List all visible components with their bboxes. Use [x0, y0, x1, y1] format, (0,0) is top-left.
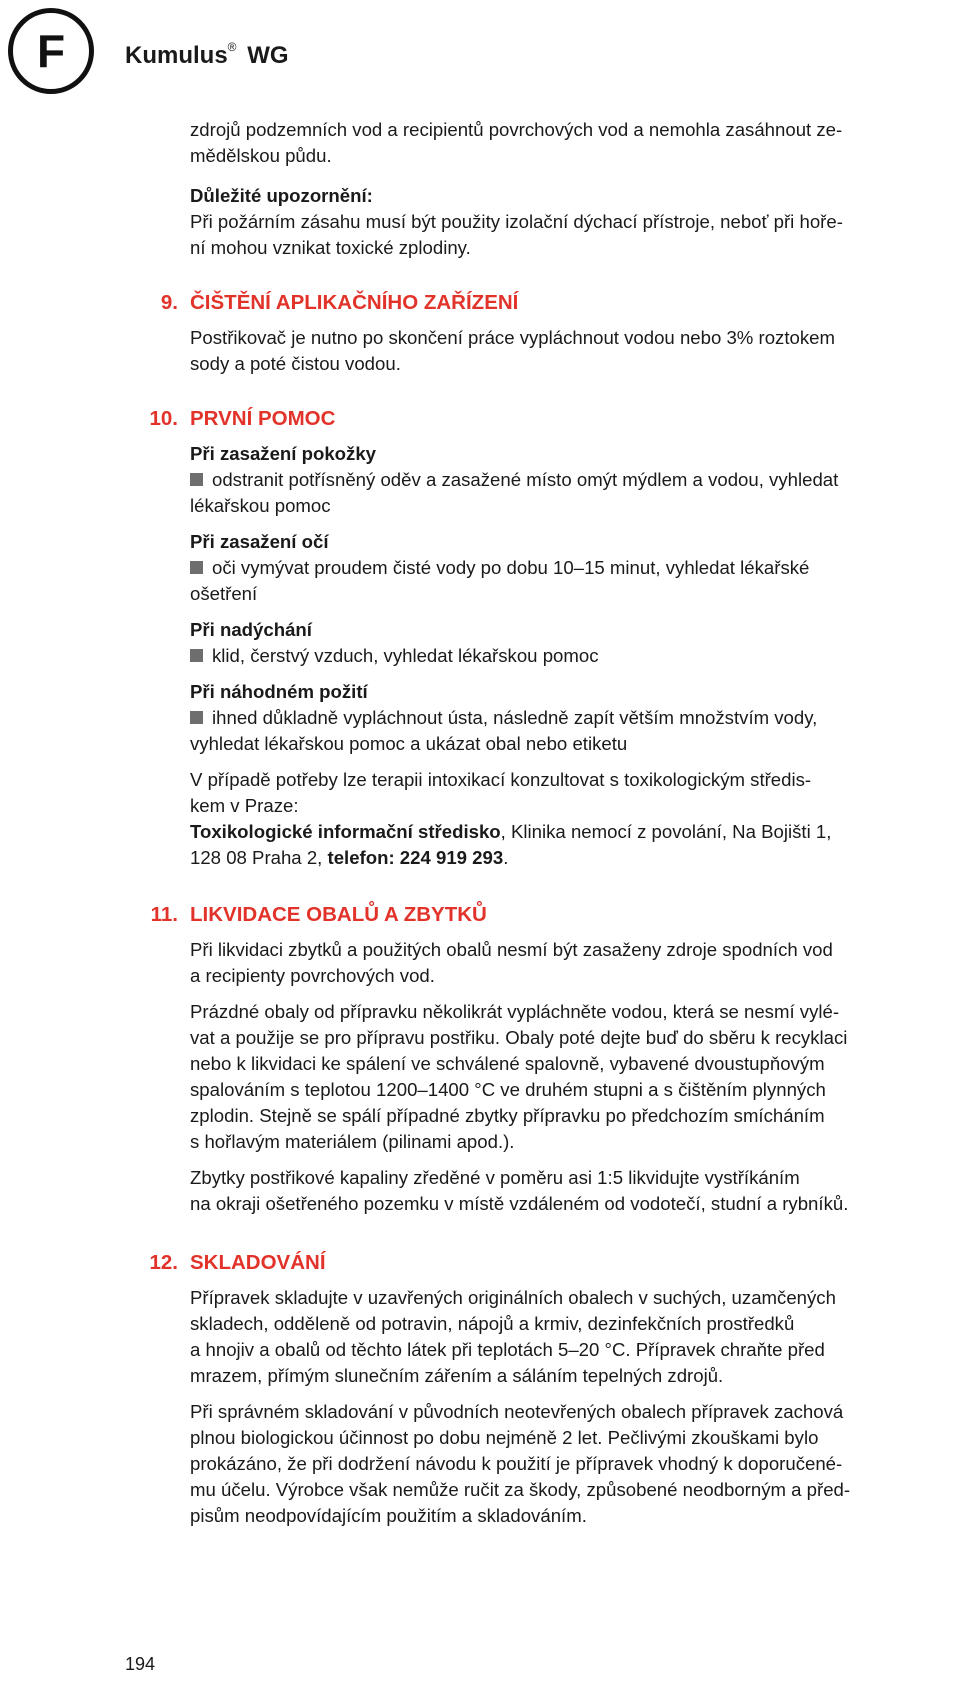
eye-contact-instruction: oči vymývat proudem čisté vody po dobu 10–15 minut, vyhledat lékařské ošetření	[190, 557, 810, 604]
skin-contact-instruction: odstranit potřísněný oděv a zasažené místo omýt mýdlem a vodou, vyhledat lékařskou pomoc	[190, 469, 839, 516]
bullet-square-icon	[190, 711, 203, 724]
important-label: Důležité upozornění:	[190, 185, 373, 206]
section-12-number: 12.	[149, 1251, 178, 1274]
section-12-paragraph-2: Při správném skladování v původních neotevřených obalech přípravek zachová plnou biologickou účinnost po dobu nejméně 2 let. Pečlivými zkouškami bylo prokázáno, že při dodržení návodu k použití je přípravek vhodný k doporučené- mu účelu. Výrobce však nemůže ručit za škody, způsobené neodborným a před- pisům neodpovídajícím použitím a skladováním.	[190, 1401, 851, 1526]
section-11-number: 11.	[150, 903, 178, 926]
bullet-square-icon	[190, 561, 203, 574]
registered-mark: ®	[227, 40, 237, 54]
toxicology-center-name: Toxikologické informační středisko	[190, 821, 501, 842]
section-9-text: Postřikovač je nutno po skončení práce vypláchnout vodou nebo 3% roztokem sody a poté čistou vodou.	[190, 327, 835, 374]
section-12-heading: 12. SKLADOVÁNÍ	[190, 1249, 960, 1277]
skin-contact-label: Při zasažení pokožky	[190, 443, 377, 464]
section-12-paragraph-1: Přípravek skladujte v uzavřených originálních obalech v suchých, uzamčených skladech, odděleně od potravin, nápojů a krmiv, dezinfekčních prostředků a hnojiv a obalů od těchto látek při teplotách 5–20 °C. Přípravek chraňte před mrazem, přímým slunečním zářením a sáláním tepelných zdrojů.	[190, 1287, 836, 1386]
inhalation-instruction: klid, čerstvý vzduch, vyhledat lékařskou pomoc	[190, 643, 960, 669]
section-9-heading: 9. ČIŠTĚNÍ APLIKAČNÍHO ZAŘÍZENÍ	[190, 289, 960, 317]
section-11-paragraph-3: Zbytky postřikové kapaliny zředěné v poměru asi 1:5 likvidujte vystříkáním na okraji ošetřeného pozemku v místě vzdáleném od vodotečí, studní a rybníků.	[190, 1167, 849, 1214]
product-name: Kumulus	[125, 42, 228, 69]
section-badge: F	[8, 8, 94, 94]
product-suffix: WG	[247, 42, 289, 69]
section-12	[149, 1249, 960, 1529]
section-10	[149, 405, 960, 871]
section-9	[160, 289, 960, 377]
section-10-heading: 10. PRVNÍ POMOC	[190, 405, 960, 433]
section-9-number: 9.	[160, 291, 178, 314]
bullet-square-icon	[190, 473, 203, 486]
phone-number: telefon: 224 919 293	[327, 847, 504, 868]
document-body	[149, 117, 960, 1529]
product-title	[125, 40, 289, 70]
ingestion-instruction: ihned důkladně vypláchnout ústa, následně zapít větším množstvím vody, vyhledat lékařskou pomoc a ukázat obal nebo etiketu	[190, 707, 818, 754]
important-notice: Důležité upozornění: Při požárním zásahu musí být použity izolační dýchací přístroje, neboť při hoře- ní mohou vznikat toxické zplodiny.	[190, 185, 843, 258]
intro-paragraph: zdrojů podzemních vod a recipientů povrchových vod a nemohla zasáhnout ze- mědělskou půdu.	[190, 119, 843, 166]
inhalation-label: Při nadýchání	[190, 619, 312, 640]
toxicology-consultation: V případě potřeby lze terapii intoxikací konzultovat s toxikologickým středis- kem v Praze: Toxikologické informační středisko, Klinika nemocí z povolání, Na Bojišti 1, 128 08 Praha 2, telefon: 224 919 293.	[190, 769, 832, 868]
section-11-heading: 11. LIKVIDACE OBALŮ A ZBYTKŮ	[190, 901, 960, 929]
page-number: 194	[125, 1654, 156, 1674]
section-11	[150, 901, 960, 1217]
section-11-paragraph-1: Při likvidaci zbytků a použitých obalů nesmí být zasaženy zdroje spodních vod a recipienty povrchových vod.	[190, 939, 833, 986]
section-11-paragraph-2: Prázdné obaly od přípravku několikrát vypláchněte vodou, která se nesmí vylé- vat a použije se pro přípravu postřiku. Obaly poté dejte buď do sběru k recyklaci nebo k likvidaci ke spálení ve schválené spalovně, vybavené dvoustupňovým spalováním s teplotou 1200–1400 °C ve druhém stupni a s čištěním plynných zplodin. Stejně se spálí případné zbytky přípravku po předchozím smícháním s hořlavým materiálem (pilinami apod.).	[190, 1001, 848, 1152]
bullet-square-icon	[190, 649, 203, 662]
eye-contact-label: Při zasažení očí	[190, 531, 329, 552]
ingestion-label: Při náhodném požití	[190, 681, 368, 702]
section-10-number: 10.	[149, 407, 178, 430]
